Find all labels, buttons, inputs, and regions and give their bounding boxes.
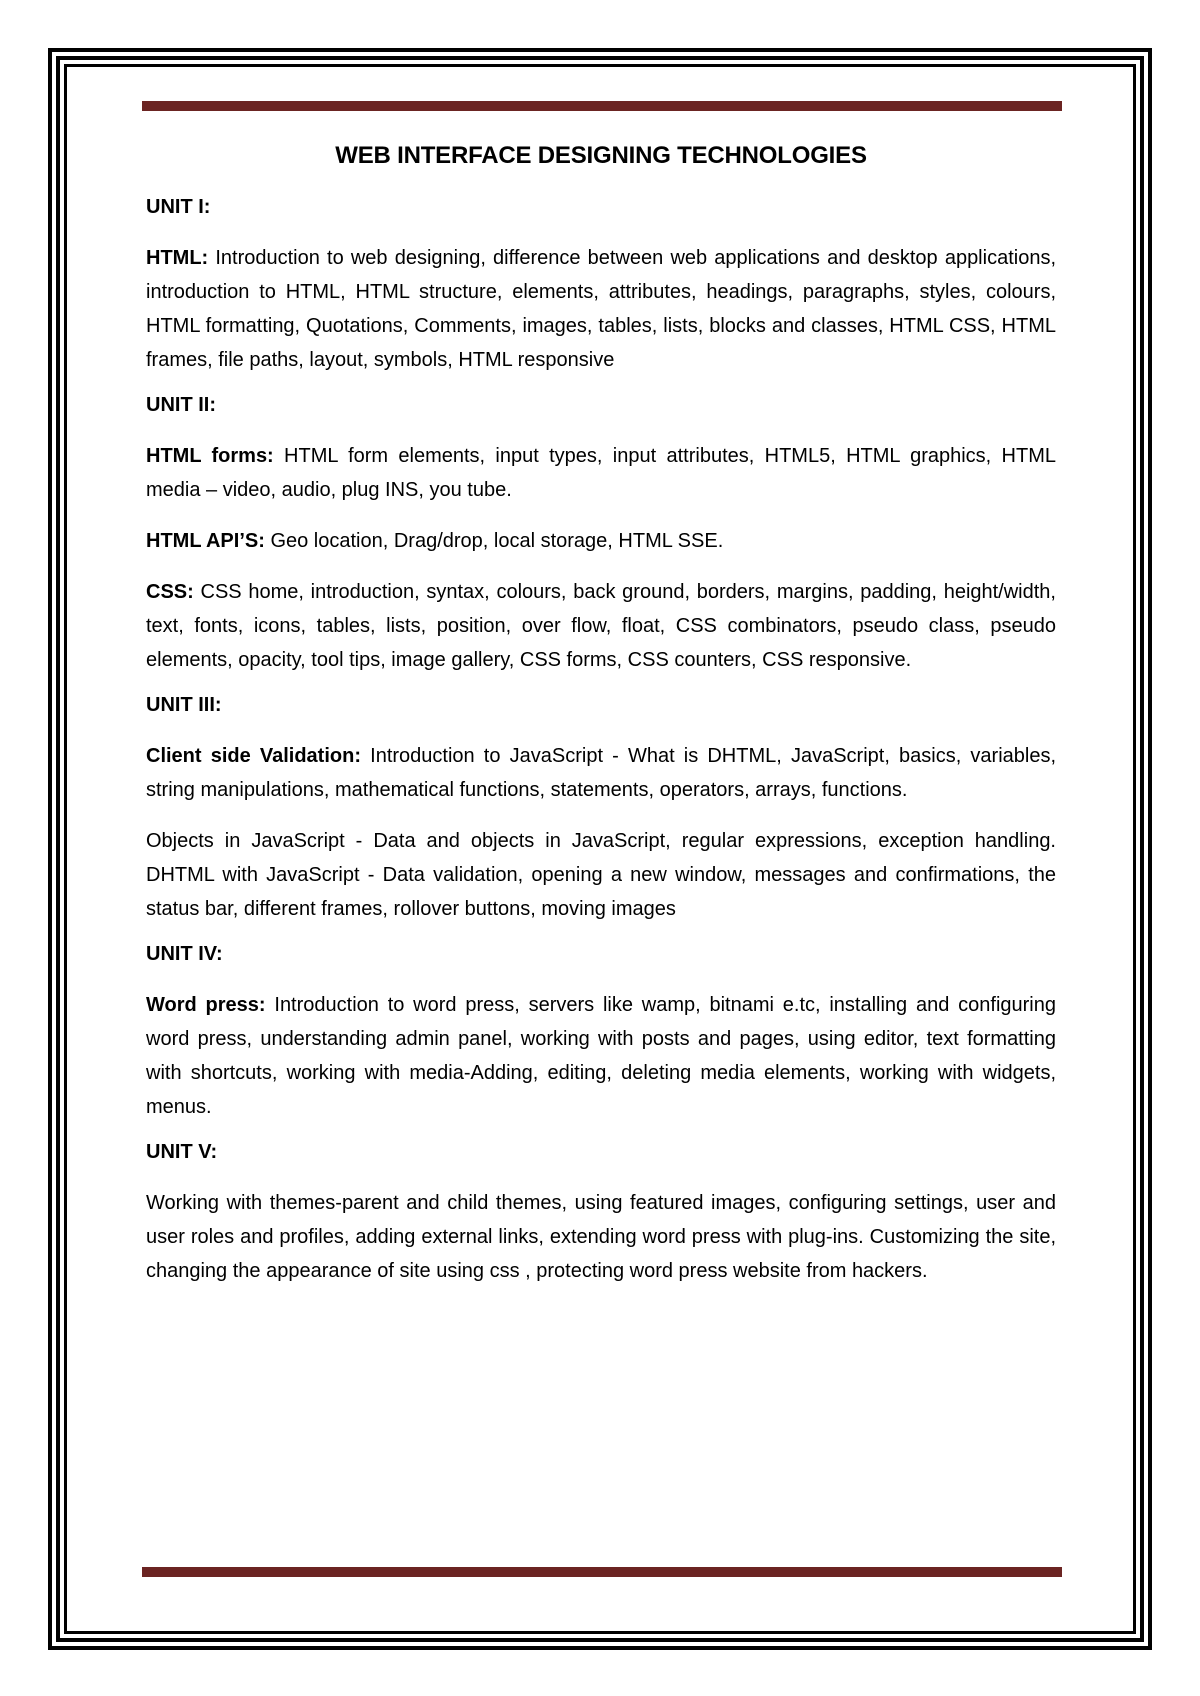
- bottom-rule: [142, 1567, 1062, 1577]
- topic-label: HTML:: [146, 247, 209, 269]
- unit-5: [146, 1141, 1056, 1288]
- unit-heading: UNIT V:: [146, 1141, 218, 1163]
- paragraph: [146, 1186, 1056, 1288]
- paragraph: [146, 739, 1056, 807]
- unit-heading: UNIT IV:: [146, 943, 223, 965]
- topic-label: HTML API’S:: [146, 530, 265, 552]
- topic-label: Word press:: [146, 994, 266, 1016]
- paragraph: [146, 524, 1056, 558]
- topic-text: Geo location, Drag/drop, local storage, HTML SSE.: [264, 530, 724, 552]
- paragraph: [146, 439, 1056, 507]
- unit-heading: UNIT II:: [146, 394, 216, 416]
- unit-heading: UNIT I:: [146, 196, 211, 218]
- topic-label: CSS:: [146, 581, 194, 603]
- page-title: WEB INTERFACE DESIGNING TECHNOLOGIES: [335, 142, 867, 169]
- topic-text: HTML form elements, input types, input attributes, HTML5, HTML graphics, HTML media – video, audio, plug INS, you tube.: [146, 445, 1057, 501]
- unit-2: [146, 394, 1056, 677]
- topic-text: Introduction to JavaScript - What is DHTML, JavaScript, basics, variables, string manipulations, mathematical functions, statements, operators, arrays, functions.: [146, 745, 1057, 801]
- paragraph: [146, 824, 1056, 926]
- top-rule: [142, 101, 1062, 111]
- topic-label: Client side Validation:: [146, 745, 361, 767]
- topic-text: CSS home, introduction, syntax, colours, back ground, borders, margins, padding, height/width, text, fonts, icons, tables, lists, position, over flow, float, CSS combinators, pseudo class, pseudo elements, opacity, tool tips, image gallery, CSS forms, CSS counters, CSS responsive.: [146, 581, 1056, 671]
- topic-text: Working with themes-parent and child themes, using featured images, configuring settings, user and user roles and profiles, adding external links, extending word press with plug-ins. Customizing the site, changing the appearance of site using css , protecting word press website from hackers.: [146, 1192, 1056, 1282]
- syllabus-content: [146, 142, 1056, 1305]
- paragraph: [146, 575, 1056, 677]
- topic-label: HTML forms:: [146, 445, 274, 467]
- unit-4: [146, 943, 1056, 1124]
- topic-text: Objects in JavaScript - Data and objects in JavaScript, regular expressions, exception handling. DHTML with JavaScript - Data validation, opening a new window, messages and confirmations, the status bar, different frames, rollover buttons, moving images: [146, 830, 1056, 920]
- paragraph: [146, 241, 1056, 377]
- paragraph: [146, 988, 1056, 1124]
- topic-text: Introduction to word press, servers like wamp, bitnami e.tc, installing and configuring word press, understanding admin panel, working with posts and pages, using editor, text formatting with shortcuts, working with media-Adding, editing, deleting media elements, working with widgets, menus.: [146, 994, 1056, 1118]
- unit-1: [146, 196, 1056, 377]
- unit-3: [146, 694, 1056, 926]
- topic-text: Introduction to web designing, difference between web applications and desktop applications, introduction to HTML, HTML structure, elements, attributes, headings, paragraphs, styles, colours, HTML formatting, Quotations, Comments, images, tables, lists, blocks and classes, HTML CSS, HTML frames, file paths, layout, symbols, HTML responsive: [146, 247, 1056, 371]
- unit-heading: UNIT III:: [146, 694, 222, 716]
